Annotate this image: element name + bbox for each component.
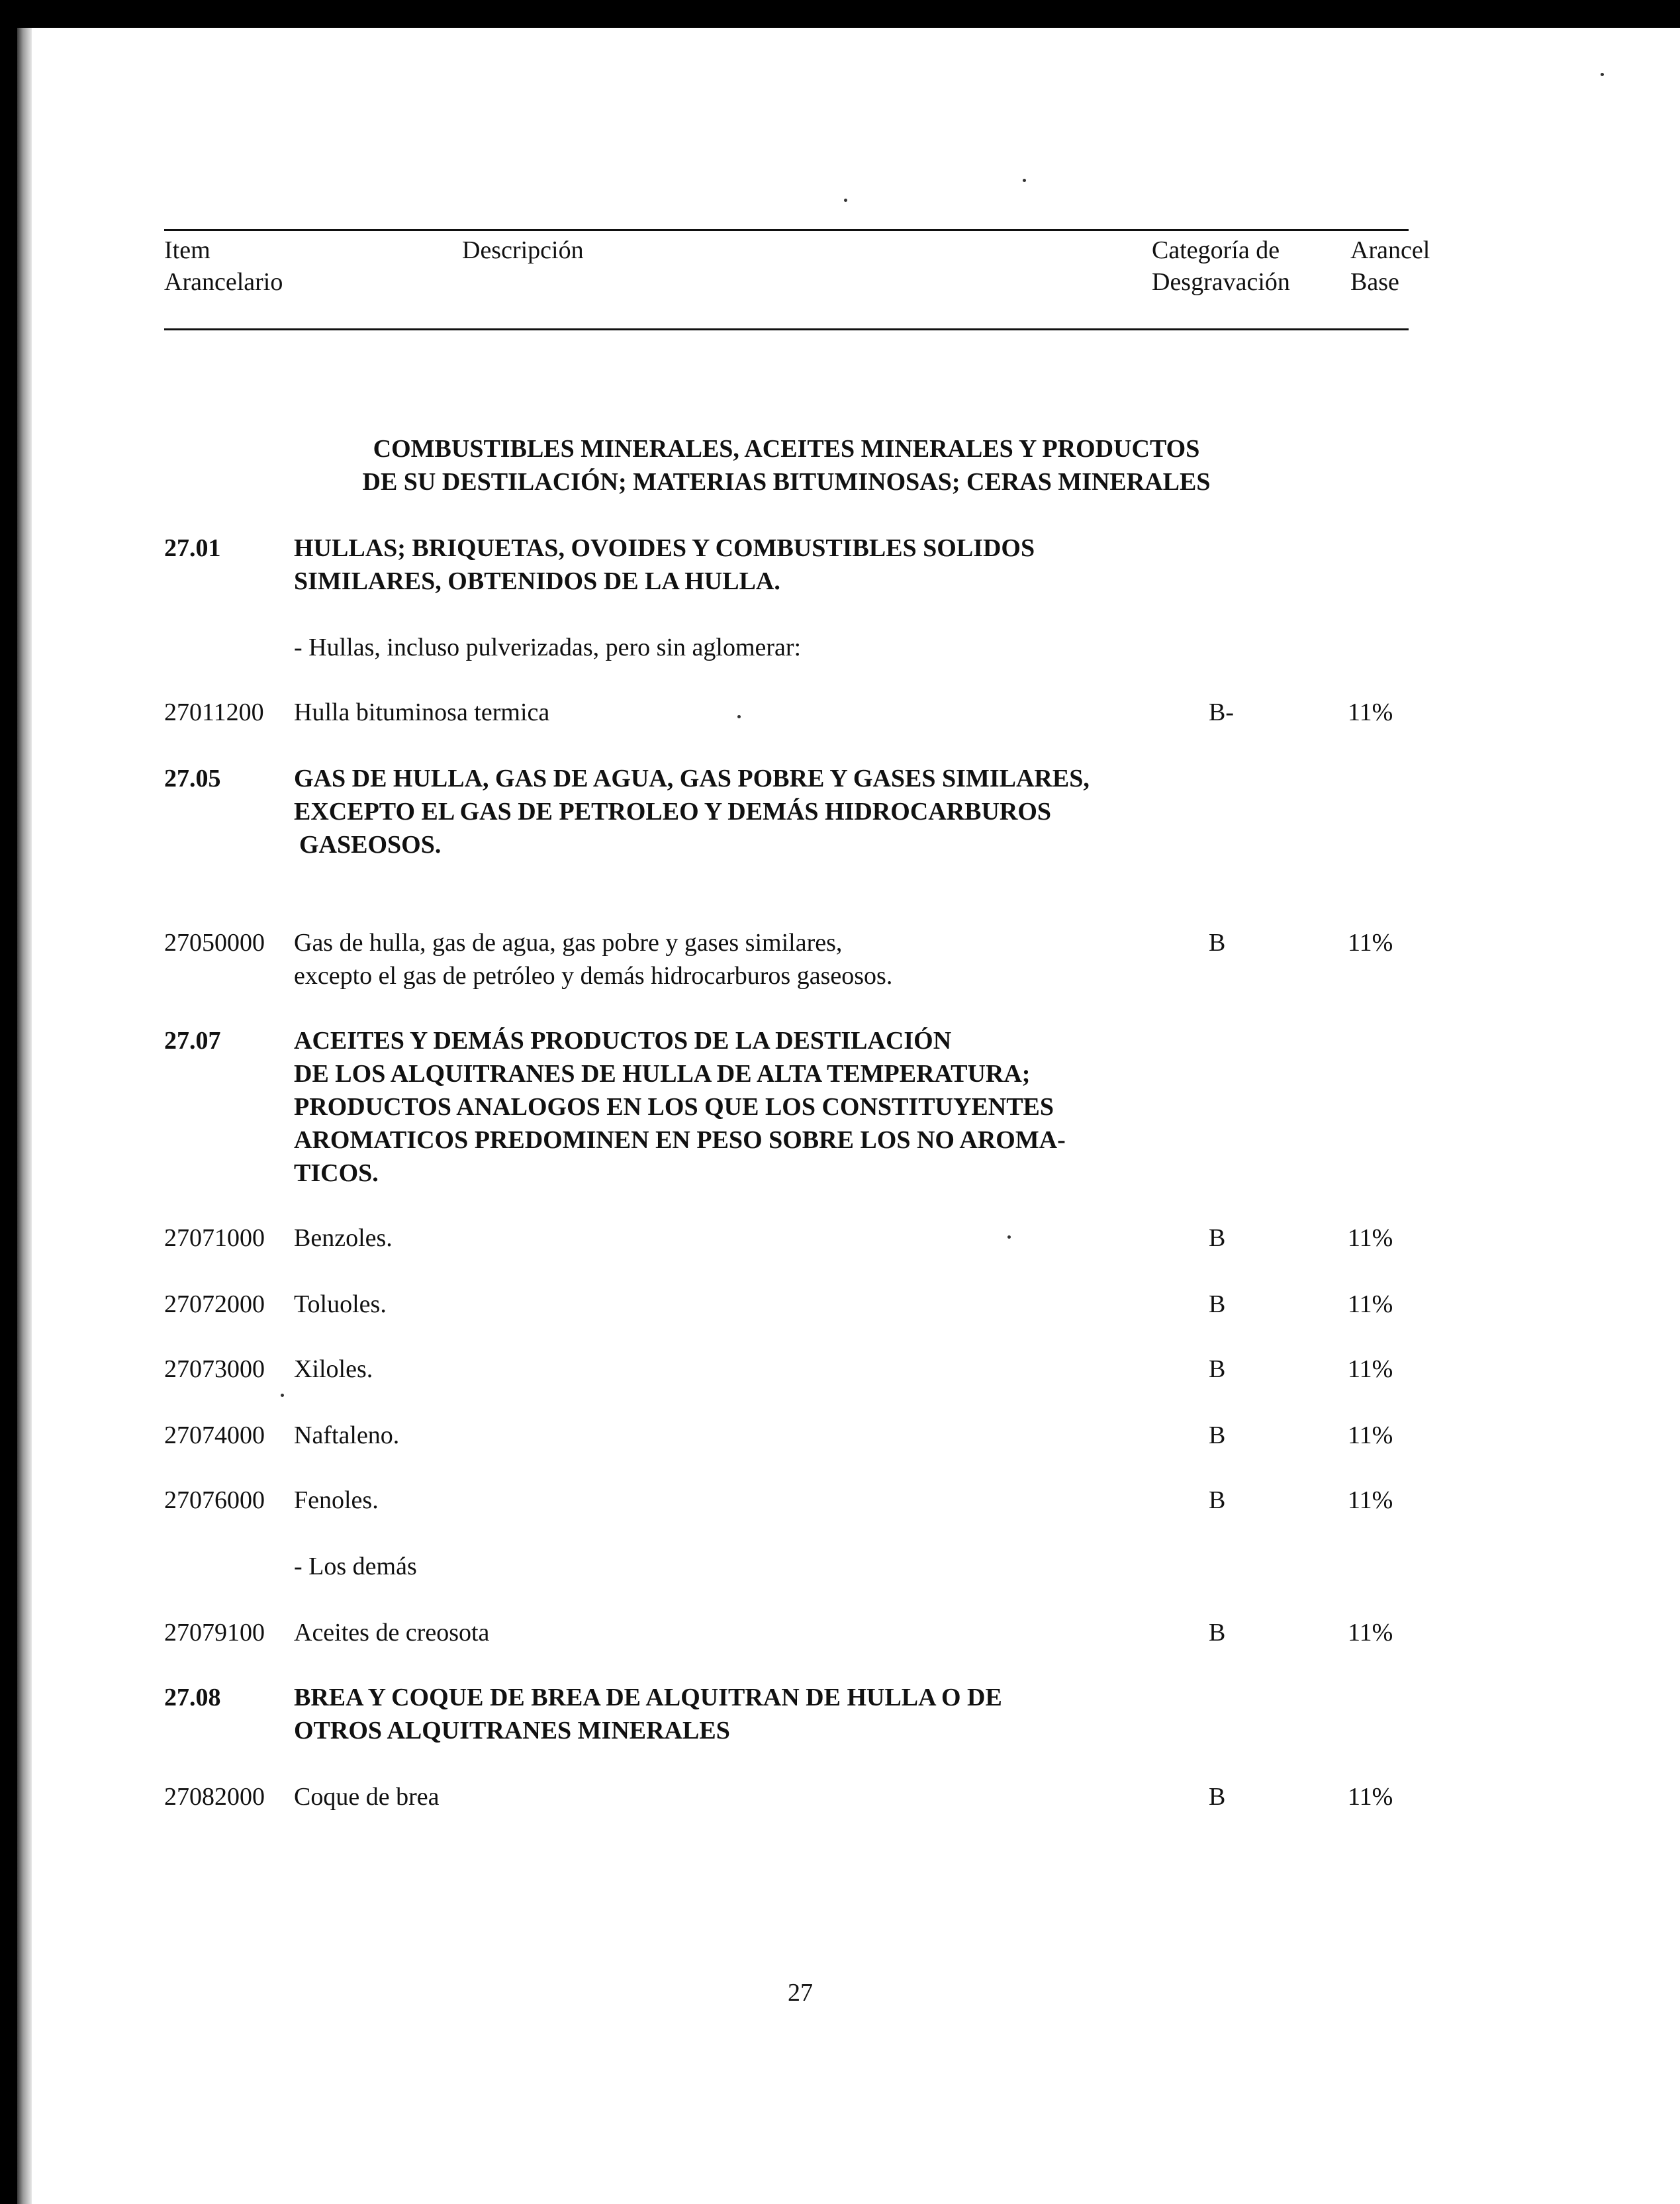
item-rate: 11% [1348,1486,1393,1514]
item-code: 27082000 [164,1783,265,1811]
heading-line: HULLAS; BRIQUETAS, OVOIDES Y COMBUSTIBLES SOLIDOS [294,534,1035,562]
item-category: B- [1209,698,1234,726]
item-code: 27050000 [164,929,265,957]
item-category: B [1209,1783,1226,1811]
heading-line: OTROS ALQUITRANES MINERALES [294,1717,730,1745]
item-description: Xiloles. [294,1355,373,1383]
header-categoria-label: Categoría de [1152,236,1280,264]
heading-line: BREA Y COQUE DE BREA DE ALQUITRAN DE HULLA O DE [294,1684,1002,1711]
heading-code: 27.01 [164,534,221,562]
heading-line: GASEOSOS. [299,831,442,859]
item-description: Benzoles. [294,1224,393,1252]
item-code: 27072000 [164,1290,265,1318]
item-description-continued: excepto el gas de petróleo y demás hidrocarburos gaseosos. [294,962,893,990]
item-rate: 11% [1348,698,1393,726]
item-category: B [1209,1486,1226,1514]
scan-speck [737,715,741,718]
scan-speck [281,1394,284,1397]
item-description: Naftaleno. [294,1421,400,1449]
item-category: B [1209,1355,1226,1383]
item-rate: 11% [1348,1290,1393,1318]
heading-code: 27.08 [164,1684,221,1711]
item-category: B [1209,1224,1226,1252]
header-bottom-rule [164,328,1409,330]
header-desgravacion-label: Desgravación [1152,268,1290,296]
item-description: Hulla bituminosa termica [294,698,550,726]
header-arancel-label: Arancel [1350,236,1430,264]
item-category: B [1209,1290,1226,1318]
header-descripcion-label: Descripción [462,236,584,264]
item-rate: 11% [1348,1783,1393,1811]
item-code: 27071000 [164,1224,265,1252]
scan-border-left [0,0,17,2204]
item-rate: 11% [1348,1355,1393,1383]
scan-speck [844,199,847,202]
heading-line: AROMATICOS PREDOMINEN EN PESO SOBRE LOS NO AROMA- [294,1126,1066,1154]
item-description: Coque de brea [294,1783,440,1811]
item-rate: 11% [1348,1224,1393,1252]
heading-line: EXCEPTO EL GAS DE PETROLEO Y DEMÁS HIDROCARBUROS [294,798,1052,826]
item-rate: 11% [1348,1619,1393,1647]
heading-line: DE LOS ALQUITRANES DE HULLA DE ALTA TEMPERATURA; [294,1060,1031,1088]
heading-line: GAS DE HULLA, GAS DE AGUA, GAS POBRE Y GASES SIMILARES, [294,765,1090,792]
item-code: 27011200 [164,698,264,726]
item-code: 27074000 [164,1421,265,1449]
subheading: - Los demás [294,1553,417,1580]
item-description: Gas de hulla, gas de agua, gas pobre y gases similares, [294,929,843,957]
item-description: Aceites de creosota [294,1619,490,1647]
item-description: Fenoles. [294,1486,379,1514]
item-category: B [1209,929,1226,957]
item-code: 27073000 [164,1355,265,1383]
item-code: 27076000 [164,1486,265,1514]
scan-speck [1023,179,1026,182]
heading-code: 27.05 [164,765,221,792]
item-code: 27079100 [164,1619,265,1647]
header-base-label: Base [1350,268,1399,296]
item-rate: 11% [1348,1421,1393,1449]
subheading: - Hullas, incluso pulverizadas, pero sin aglomerar: [294,634,802,661]
chapter-title-line-1: COMBUSTIBLES MINERALES, ACEITES MINERALES Y PRODUCTOS [373,435,1200,463]
heading-line: ACEITES Y DEMÁS PRODUCTOS DE LA DESTILACIÓN [294,1027,952,1055]
scan-border-top [0,0,1680,28]
heading-line: PRODUCTOS ANALOGOS EN LOS QUE LOS CONSTITUYENTES [294,1093,1054,1121]
scan-speck [1601,73,1604,76]
item-rate: 11% [1348,929,1393,957]
heading-code: 27.07 [164,1027,221,1055]
page-number: 27 [788,1979,813,2007]
item-description: Toluoles. [294,1290,387,1318]
heading-line: TICOS. [294,1159,379,1187]
item-category: B [1209,1421,1226,1449]
heading-line: SIMILARES, OBTENIDOS DE LA HULLA. [294,567,780,595]
header-item-label: Item [164,236,210,264]
scan-speck [1007,1235,1011,1239]
header-top-rule [164,229,1409,231]
chapter-title-line-2: DE SU DESTILACIÓN; MATERIAS BITUMINOSAS; CERAS MINERALES [362,468,1211,496]
item-category: B [1209,1619,1226,1647]
binding-shadow [17,28,32,2204]
header-arancelario-label: Arancelario [164,268,283,296]
